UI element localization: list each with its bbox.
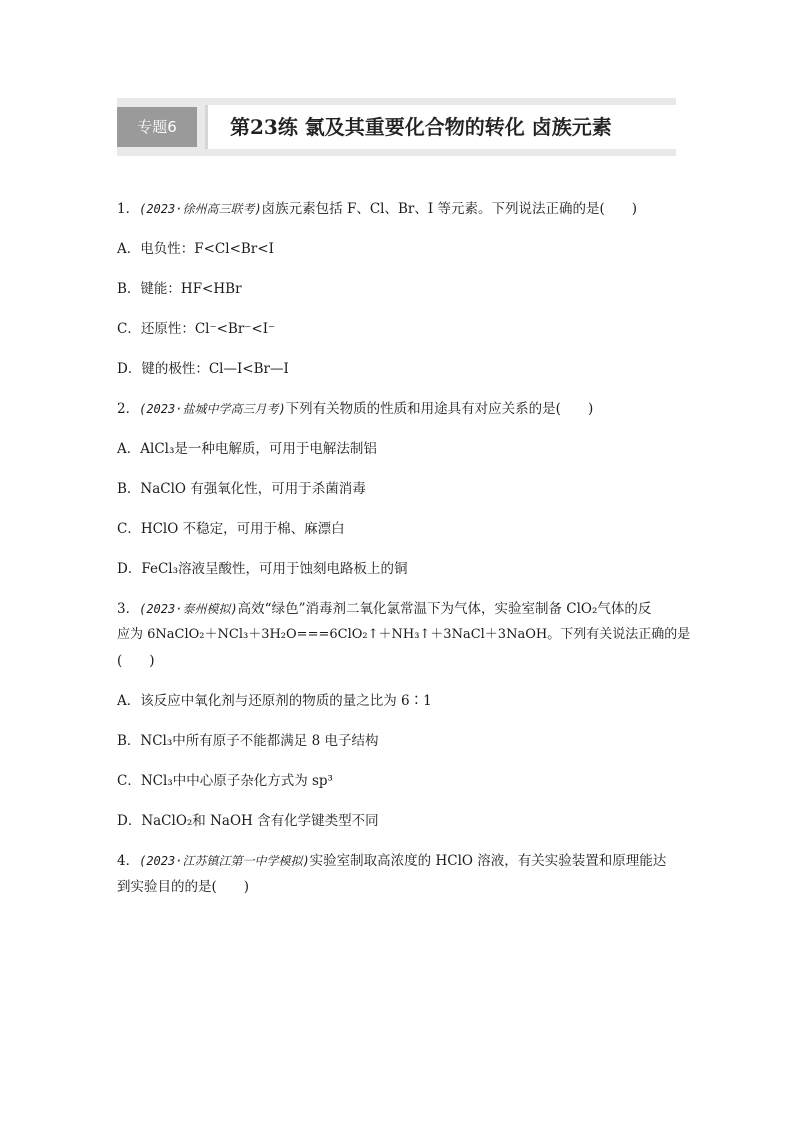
question-source: (2023·泰州模拟) xyxy=(139,602,238,616)
question-4-stem xyxy=(117,848,677,900)
question-source: (2023·盐城中学高三月考) xyxy=(139,402,286,416)
question-1-stem xyxy=(117,196,677,222)
question-list xyxy=(117,196,691,914)
question-text: 高效“绿色”消毒剂二氧化氯常温下为气体，实验室制备 ClO₂气体的反 xyxy=(237,601,652,617)
question-2-stem xyxy=(117,396,677,422)
question-2-option-a: A．AlCl₃是一种电解质，可用于电解法制铝 xyxy=(117,441,377,457)
question-number: 3． xyxy=(117,601,140,617)
question-1-option-b: B．键能：HF<HBr xyxy=(117,281,242,297)
question-number: 4． xyxy=(117,853,140,869)
question-number: 2． xyxy=(117,401,140,417)
question-source: (2023·江苏镇江第一中学模拟) xyxy=(139,854,310,868)
question-3-option-a: A．该反应中氧化剂与还原剂的物质的量之比为 6∶1 xyxy=(117,693,432,709)
question-2-option-c: C．HClO 不稳定，可用于棉、麻漂白 xyxy=(117,521,345,537)
question-text: 下列有关物质的性质和用途具有对应关系的是( ) xyxy=(285,401,594,417)
question-text: ( ) xyxy=(117,653,155,669)
question-1-option-d: D．键的极性：Cl—I<Br—I xyxy=(117,361,289,377)
question-1-option-a: A．电负性：F<Cl<Br<I xyxy=(117,241,274,257)
question-text: 应为 6NaClO₂＋NCl₃＋3H₂O===6ClO₂↑＋NH₃↑＋3NaCl＋3NaOH。下列有关说法正确的是 xyxy=(117,627,691,642)
question-3-option-d: D．NaClO₂和 NaOH 含有化学键类型不同 xyxy=(117,813,379,829)
topic-tag: 专题6 xyxy=(117,107,197,147)
question-2-option-b: B．NaClO 有强氧化性，可用于杀菌消毒 xyxy=(117,481,366,497)
question-text: 到实验目的的是( ) xyxy=(117,879,250,895)
page-title: 第23练 氯及其重要化合物的转化 卤族元素 xyxy=(230,115,612,139)
header-band xyxy=(117,98,676,156)
question-text: 卤族元素包括 F、Cl、Br、I 等元素。下列说法正确的是( ) xyxy=(261,201,638,217)
question-3-option-b: B．NCl₃中所有原子不能都满足 8 电子结构 xyxy=(117,733,379,749)
question-2-option-d: D．FeCl₃溶液呈酸性，可用于蚀刻电路板上的铜 xyxy=(117,561,408,577)
question-3-option-c: C．NCl₃中中心原子杂化方式为 sp³ xyxy=(117,773,333,789)
question-number: 1． xyxy=(117,201,140,217)
question-text: 实验室制取高浓度的 HClO 溶液，有关实验装置和原理能达 xyxy=(309,853,667,869)
question-1-option-c: C．还原性：Cl⁻<Br⁻<I⁻ xyxy=(117,321,276,337)
title-box xyxy=(205,105,676,149)
question-3-stem xyxy=(117,596,691,674)
question-source: (2023·徐州高三联考) xyxy=(139,202,262,216)
